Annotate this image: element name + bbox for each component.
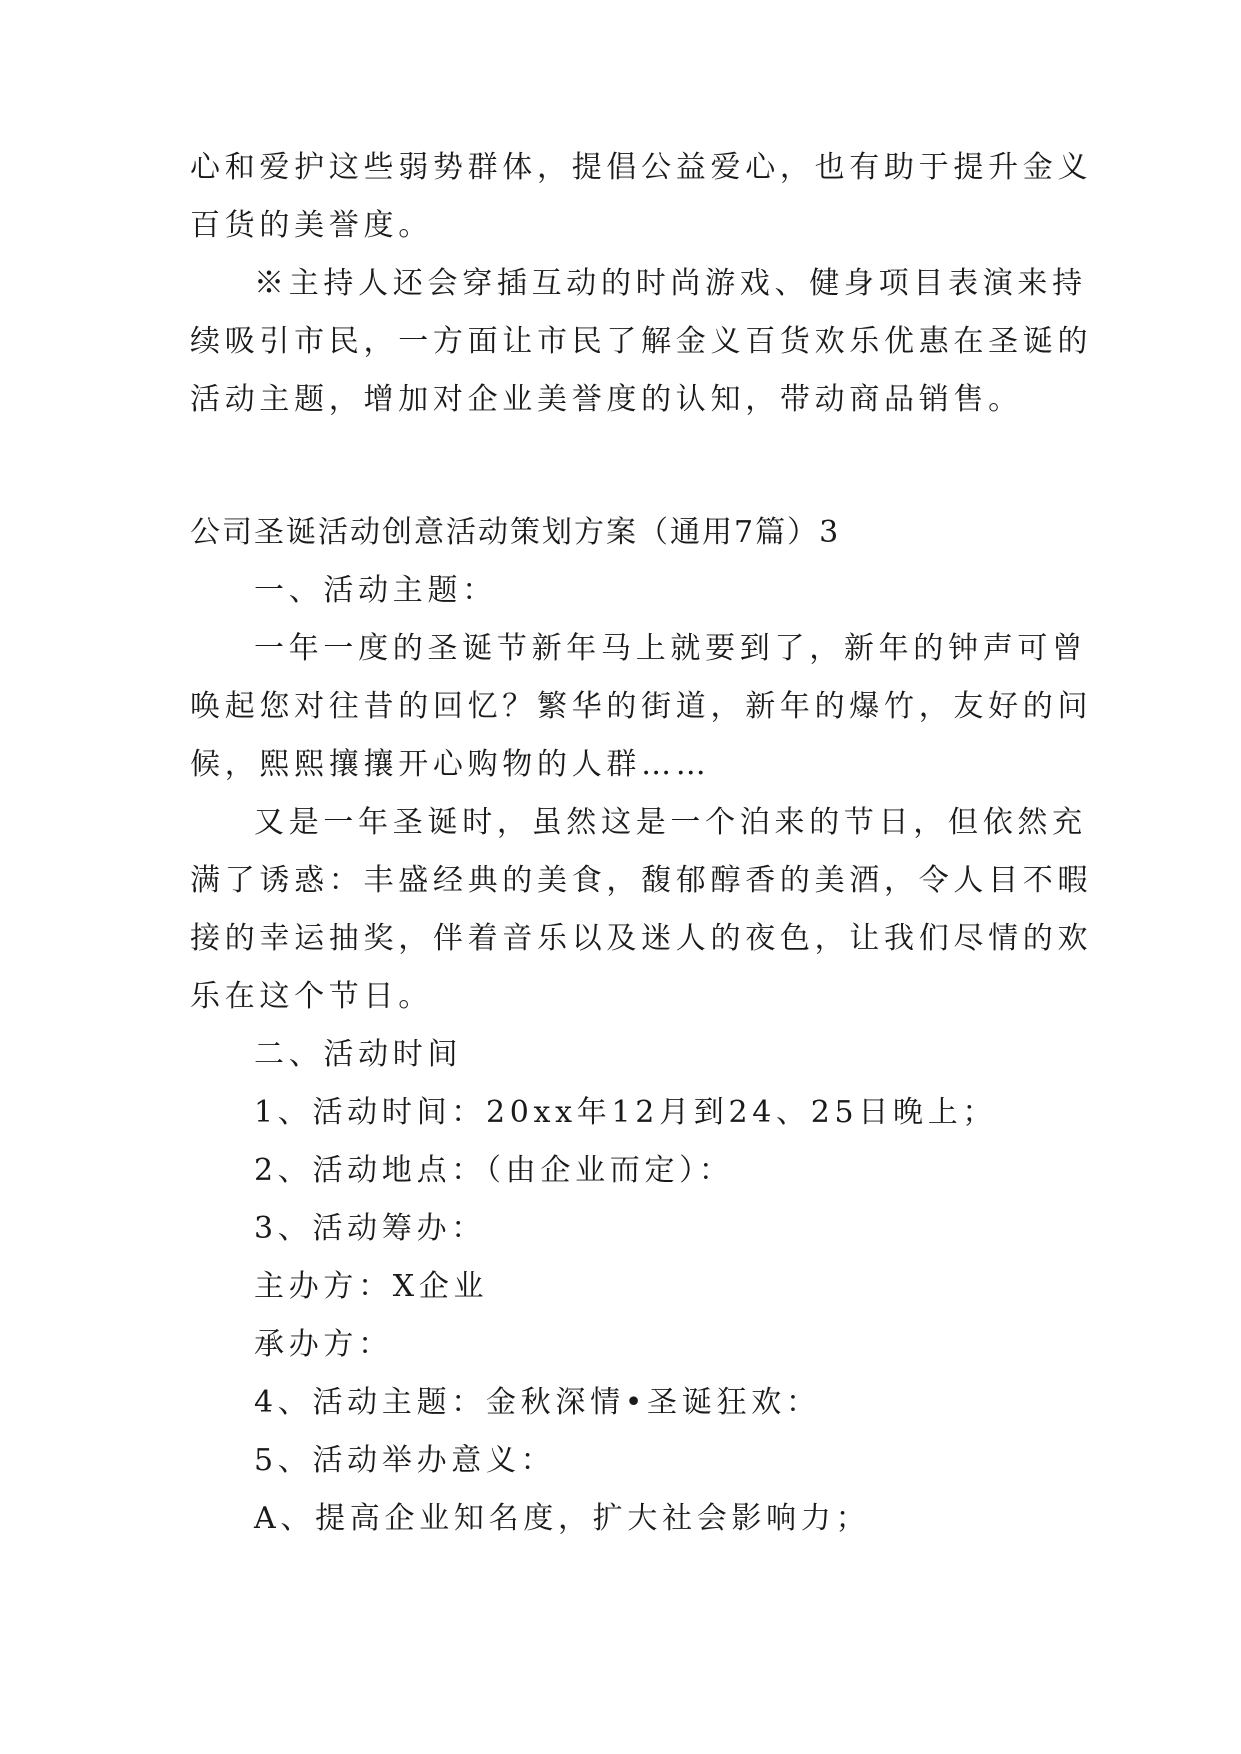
- body-line-7: 一年一度的圣诞节新年马上就要到了，新年的钟声可曾: [254, 631, 1087, 666]
- body-line-14: 二、活动时间: [254, 1037, 463, 1072]
- body-line-19: 承办方：: [254, 1327, 393, 1362]
- body-line-17: 3、活动筹办：: [254, 1211, 486, 1246]
- body-line-3: ※主持人还会穿插互动的时尚游戏、健身项目表演来持: [254, 266, 1087, 301]
- body-line-20: 4、活动主题：金秋深情•圣诞狂欢：: [254, 1385, 821, 1420]
- body-line-1: 心和爱护这些弱势群体，提倡公益爱心，也有助于提升金义: [190, 150, 1093, 185]
- body-line-21: 5、活动举办意义：: [254, 1443, 556, 1478]
- body-line-15: 1、活动时间：20xx年12月到24、25日晚上；: [254, 1095, 998, 1130]
- body-line-6: 一、活动主题：: [254, 573, 497, 608]
- body-line-2: 百货的美誉度。: [190, 208, 433, 243]
- body-line-5: 活动主题，增加对企业美誉度的认知，带动商品销售。: [190, 382, 1023, 417]
- body-line-13: 乐在这个节日。: [190, 979, 433, 1014]
- body-line-12: 接的幸运抽奖，伴着音乐以及迷人的夜色，让我们尽情的欢: [190, 921, 1093, 956]
- body-line-9: 候，熙熙攘攘开心购物的人群……: [190, 747, 711, 782]
- body-line-22: A、提高企业知名度，扩大社会影响力；: [254, 1501, 871, 1536]
- body-line-8: 唤起您对往昔的回忆？繁华的街道，新年的爆竹，友好的问: [190, 689, 1093, 724]
- section-heading: 公司圣诞活动创意活动策划方案（通用7篇）3: [190, 515, 841, 550]
- body-line-4: 续吸引市民，一方面让市民了解金义百货欢乐优惠在圣诞的: [190, 324, 1093, 359]
- body-line-11: 满了诱惑：丰盛经典的美食，馥郁醇香的美酒，令人目不暇: [190, 863, 1093, 898]
- body-line-16: 2、活动地点：（由企业而定）：: [254, 1153, 734, 1188]
- body-line-18: 主办方：X企业: [254, 1269, 489, 1304]
- body-line-10: 又是一年圣诞时，虽然这是一个泊来的节日，但依然充: [254, 805, 1087, 840]
